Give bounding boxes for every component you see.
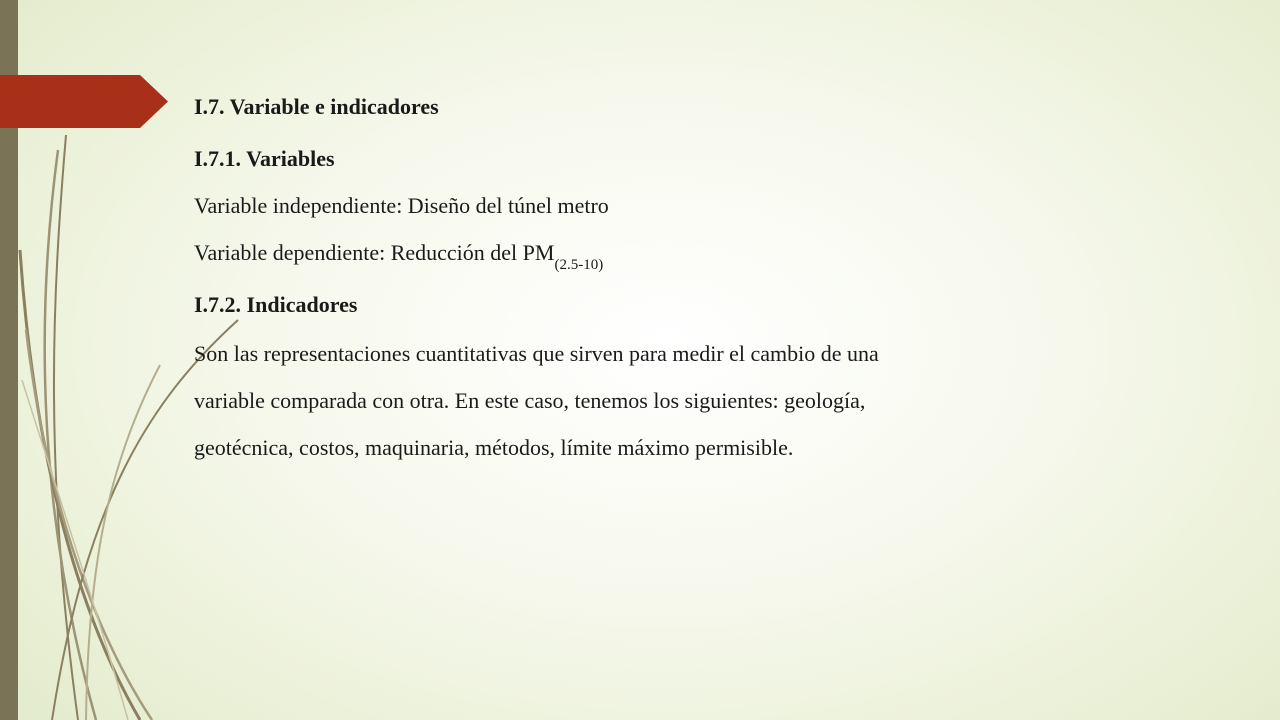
indicators-paragraph-line: geotécnica, costos, maquinaria, métodos, límite máximo permisible. [194,435,794,460]
section-indicators-heading: I.7.2. Indicadores [194,292,358,317]
decorative-curve [86,365,160,720]
dependent-variable-line [194,240,604,273]
accent-ribbon [0,75,168,128]
slide-heading: I.7. Variable e indicadores [194,94,439,119]
section-variables-heading: I.7.1. Variables [194,146,335,171]
independent-variable-text: Variable independiente: Diseño del túnel metro [194,193,609,218]
pm-subscript: (2.5-10) [554,257,604,273]
slide-content [194,0,1254,720]
decorative-curve [45,150,96,720]
dependent-variable-text: Variable dependiente: Reducción del PM [194,240,555,265]
decorative-curve [20,250,140,720]
indicators-paragraph-line: Son las representaciones cuantitativas que sirven para medir el cambio de una [194,341,879,366]
indicators-paragraph-line: variable comparada con otra. En este caso, tenemos los siguientes: geología, [194,388,866,413]
